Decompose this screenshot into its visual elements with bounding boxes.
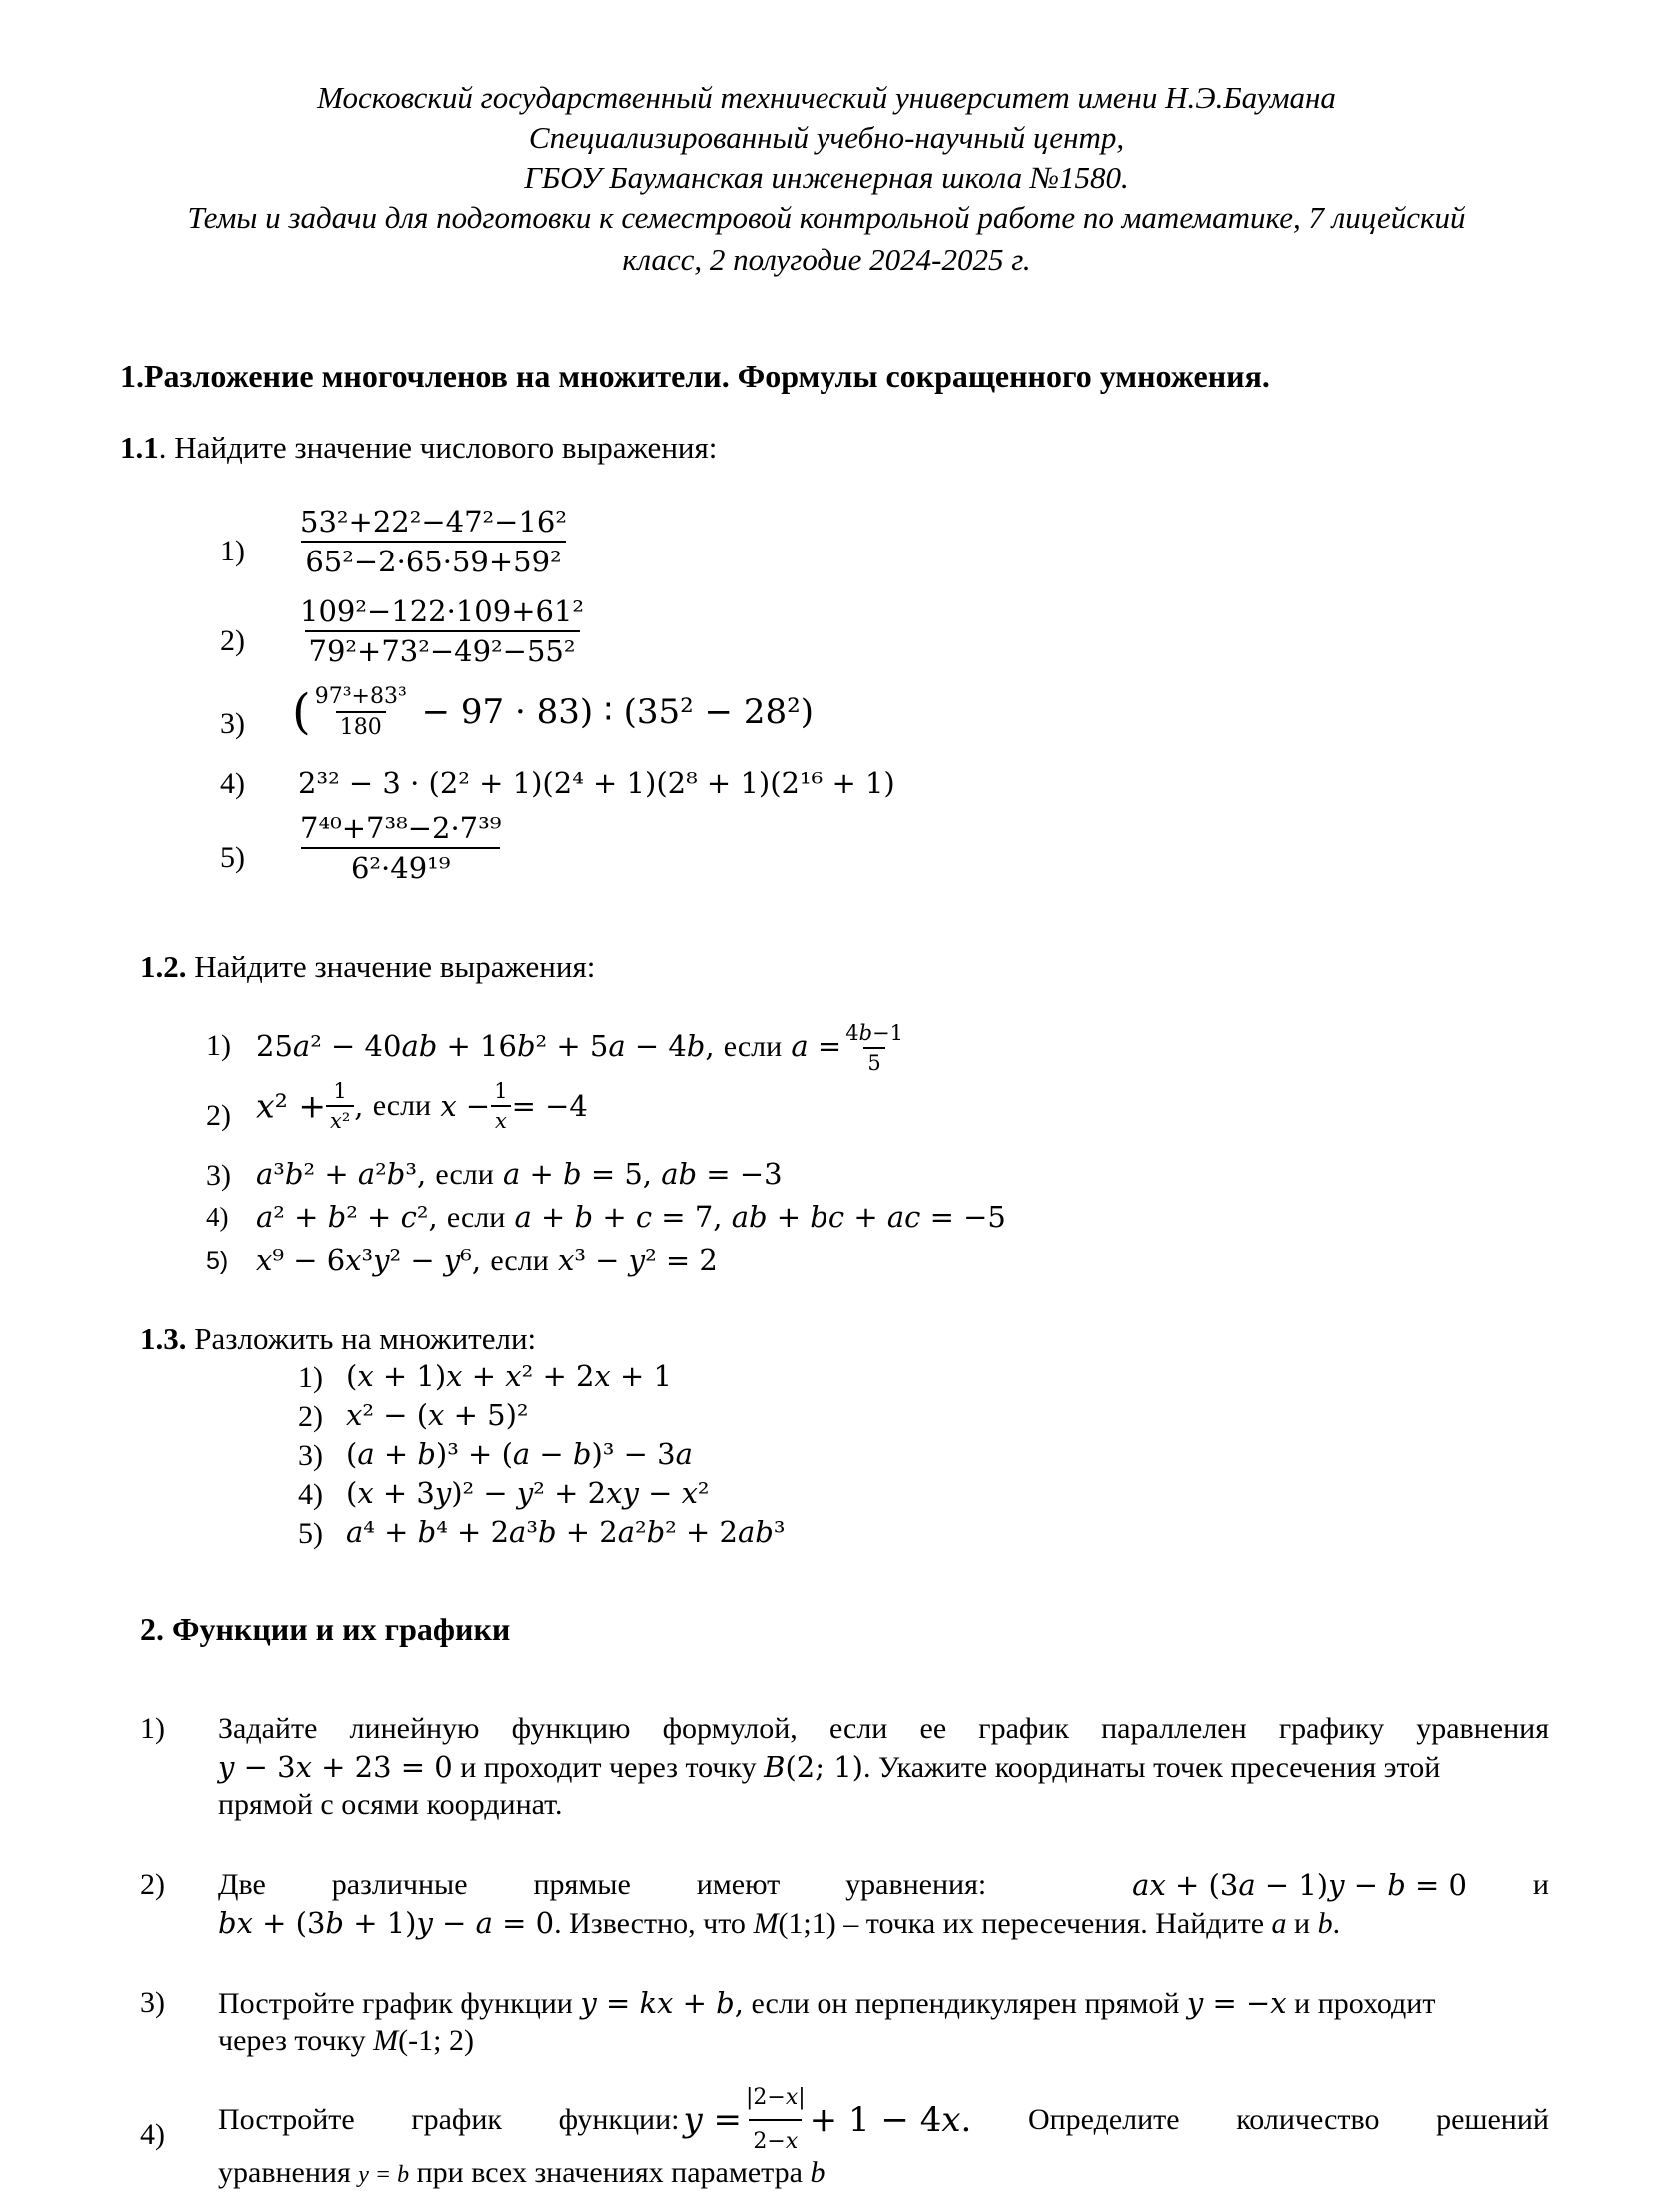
s2-problem-4-line-2: уравнения y = b при всех значениях параметра b: [218, 2156, 826, 2189]
t11-item-2-expr: [296, 594, 588, 668]
s2-problem-1-number: 1): [140, 1712, 165, 1745]
task-1-1-text: . Найдите значение числового выражения:: [158, 430, 718, 465]
s2-problem-1-line-2: 𝑦 − 3𝑥 + 23 = 0 и проходит через точку 𝐵(2; 1). Укажите координаты точек пресечения этой: [218, 1750, 1441, 1784]
s2-problem-2-line-1: Две различные прямые имеют уравнения: 𝑎𝑥 + (3𝑎 − 1)𝑦 − 𝑏 = 0 и: [218, 1868, 1549, 1902]
t12-item-1-expr: 25𝑎² − 40𝑎𝑏 + 16𝑏² + 5𝑎 − 4𝑏, если 𝑎 = $\frac{\text{4𝑏−1}}{5}$: [256, 1021, 903, 1075]
t11-item-5-numerator: 7⁴⁰+7³⁸−2·7³⁹: [300, 811, 502, 845]
t12-item-3-expr: 𝑎³𝑏² + 𝑎²𝑏³, если 𝑎 + 𝑏 = 5, 𝑎𝑏 = −3: [256, 1157, 783, 1191]
t13-item-5-number: 5): [298, 1517, 323, 1550]
header-line-4: Темы и задачи для подготовки к семестровой контрольной работе по математике, 7 лицейский: [187, 200, 1466, 235]
header-line-1: Московский государственный технический университет имени Н.Э.Баумана: [317, 80, 1336, 115]
t13-item-1-number: 1): [298, 1361, 323, 1394]
task-1-3-text: Разложить на множители:: [186, 1321, 537, 1356]
t12-item-5-expr: 𝑥⁹ − 6𝑥³𝑦² − 𝑦⁶, если 𝑥³ − 𝑦² = 2: [256, 1243, 718, 1277]
t13-item-4-number: 4): [298, 1478, 323, 1511]
header-line-5: класс, 2 полугодие 2024-2025 г.: [622, 242, 1031, 277]
t11-item-4-number: 4): [220, 767, 245, 800]
s2-problem-4-number: 4): [140, 2118, 165, 2151]
t11-item-3-numerator: 97³+83³: [314, 684, 407, 709]
s2-problem-1-line-3: прямой с осями координат.: [218, 1788, 563, 1821]
s2-problem-3-line-2: через точку M(-1; 2): [218, 2024, 474, 2057]
header-line-3: ГБОУ Бауманская инженерная школа №1580.: [524, 160, 1129, 195]
t11-item-3-number: 3): [220, 707, 245, 740]
s2-problem-2-line-2: 𝑏𝑥 + (3𝑏 + 1)𝑦 − 𝑎 = 0. Известно, что M(1;1) – точка их пересечения. Найдите a и b.: [218, 1906, 1341, 1940]
section-2-title: 2. Функции и их графики: [140, 1611, 511, 1647]
t11-item-5-denominator: 6²·49¹⁹: [301, 847, 500, 885]
t13-item-2-number: 2): [298, 1400, 323, 1433]
t11-item-2-denominator: 79²+73²−49²−55²: [305, 630, 580, 668]
task-1-1-number: 1.1: [120, 430, 159, 465]
t11-item-4-expr: 2³² − 3 · (2² + 1)(2⁴ + 1)(2⁸ + 1)(2¹⁶ + 1): [298, 766, 895, 800]
t11-item-1-number: 1): [220, 535, 245, 567]
t13-item-4-expr: (𝑥 + 3𝑦)² − 𝑦² + 2𝑥𝑦 − 𝑥²: [346, 1476, 710, 1510]
s2-problem-4-line-1: Постройте график функции: 𝑦 = $\frac{\text{|2−𝑥|}}{\text{2−𝑥}}$ + 1 − 4𝑥. Определите количество решений: [218, 2088, 1549, 2152]
t13-item-1-expr: (𝑥 + 1)𝑥 + 𝑥² + 2𝑥 + 1: [346, 1359, 672, 1393]
t11-item-3-denominator: 180: [336, 711, 386, 740]
t11-item-1-numerator: 53²+22²−47²−16²: [300, 505, 568, 539]
task-1-3-heading: [140, 1321, 536, 1357]
task-1-2-text: Найдите значение выражения:: [186, 949, 596, 984]
section-1-title: 1.Разложение многочленов на множители. Формулы сокращенного умножения.: [120, 358, 1270, 394]
t12-item-2-expr: 𝑥² + $\frac{1}{\text{𝑥²}}$ , если 𝑥 − $\frac{1}{\text{𝑥}}$ = −4: [256, 1079, 588, 1133]
task-1-2-number: 1.2.: [140, 949, 187, 984]
t12-item-4-expr: 𝑎² + 𝑏² + 𝑐², если 𝑎 + 𝑏 + 𝑐 = 7, 𝑎𝑏 + 𝑏𝑐 + 𝑎𝑐 = −5: [256, 1200, 1006, 1234]
s2-problem-2-number: 2): [140, 1868, 165, 1901]
t11-item-1-expr: [296, 505, 571, 578]
t13-item-3-expr: (𝑎 + 𝑏)³ + (𝑎 − 𝑏)³ − 3𝑎: [346, 1437, 693, 1471]
t11-item-1-denominator: 65²−2·65·59+59²: [301, 541, 565, 578]
t12-item-1-number: 1): [206, 1029, 231, 1062]
t11-item-5-number: 5): [220, 841, 245, 874]
t11-item-3-expr: ( $\frac{\text{97³+83³}}{180}$ − 97 · 83) ∶ (35² − 28²): [292, 684, 815, 740]
t13-item-3-number: 3): [298, 1439, 323, 1472]
s2-problem-3-line-1: Постройте график функции 𝑦 = 𝑘𝑥 + 𝑏, если он перпендикулярен прямой 𝑦 = −𝑥 и проходит: [218, 1986, 1436, 2020]
t11-item-2-number: 2): [220, 624, 245, 657]
t12-item-5-number: 5): [206, 1247, 229, 1275]
t11-item-3-tail: − 97 · 83) ∶ (35² − 28²): [421, 692, 815, 732]
t12-item-3-number: 3): [206, 1159, 231, 1192]
header-line-2: Специализированный учебно-научный центр,: [528, 120, 1125, 155]
t11-item-2-numerator: 109²−122·109+61²: [300, 594, 585, 628]
t13-item-5-expr: 𝑎⁴ + 𝑏⁴ + 2𝑎³𝑏 + 2𝑎²𝑏² + 2𝑎𝑏³: [346, 1515, 786, 1549]
task-1-3-number: 1.3.: [140, 1321, 187, 1356]
t11-item-5-expr: [296, 811, 505, 885]
s2-problem-1-line-1: Задайте линейную функцию формулой, если ее график параллелен графику уравнения: [218, 1712, 1549, 1745]
s2-problem-3-number: 3): [140, 1986, 165, 2019]
task-1-1-heading: [120, 430, 717, 466]
t12-item-2-number: 2): [206, 1099, 231, 1132]
t13-item-2-expr: 𝑥² − (𝑥 + 5)²: [346, 1398, 529, 1432]
t12-item-4-number: 4): [206, 1202, 229, 1232]
task-1-2-heading: [140, 949, 595, 985]
